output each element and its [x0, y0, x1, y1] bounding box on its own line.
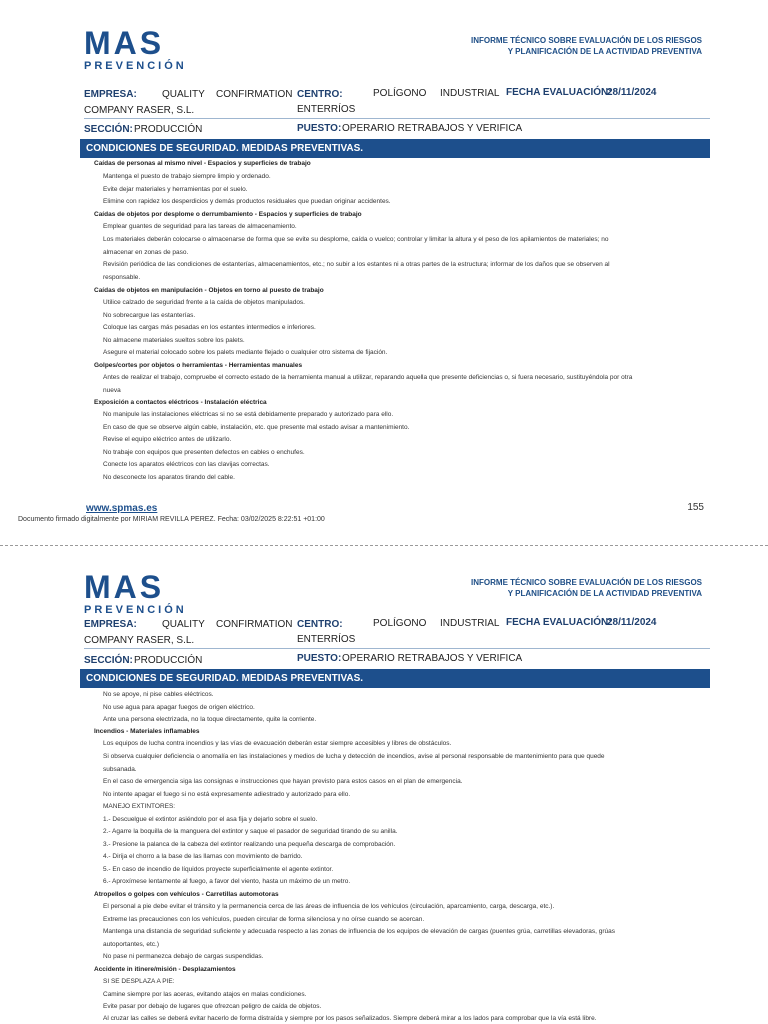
risk-heading: Accidente in itinere/misión - Desplazamientos	[94, 966, 236, 973]
measure-line: Al cruzar las calles se deberá evitar hacerlo de forma distraída y siempre por los pasos señalizados. Siempre deberá mirar a los lados para comprobar que la vía está libre.	[103, 1015, 597, 1022]
measure-line: 5.- En caso de incendio de líquidos proyecte superficialmente el agente extintor.	[103, 866, 334, 873]
measure-line: El personal a pie debe evitar el tránsito y la permanencia cerca de las áreas de influencia de los vehículos (circulación, aparcamiento, carga, descarga, etc.).	[103, 903, 555, 910]
fecha-label: FECHA EVALUACIÓN:	[506, 617, 612, 628]
empresa-value-1: QUALITY	[162, 89, 205, 100]
measure-line: Revisión periódica de las condiciones de estanterías, almacenamientos, etc.; no subir a los estantes ni a otras partes de la estructura; informar de los daños que se observen al	[103, 261, 610, 268]
report-title-line2: Y PLANIFICACIÓN DE LA ACTIVIDAD PREVENTIVA	[507, 47, 702, 56]
measure-line: MANEJO EXTINTORES:	[103, 803, 176, 810]
measure-line: Los equipos de lucha contra incendios y las vías de evacuación deberán estar siempre accesibles y libres de obstáculos.	[103, 740, 452, 747]
measure-line: No manipule las instalaciones eléctricas si no se está debidamente preparado y autorizado para ello.	[103, 411, 394, 418]
puesto-value: OPERARIO RETRABAJOS Y VERIFICA	[342, 653, 523, 664]
seccion-value: PRODUCCIÓN	[134, 124, 203, 135]
measure-line: Si observa cualquier deficiencia o anomalía en las instalaciones y medios de lucha y detección de incendios, avise al personal responsable de mantenimiento para que quede	[103, 753, 605, 760]
measure-line: 4.- Dirija el chorro a la base de las llamas con movimiento de barrido.	[103, 853, 303, 860]
measure-line: Elimine con rapidez los desperdicios y demás productos residuales que puedan originar accidentes.	[103, 198, 391, 205]
digital-signature-note: Documento firmado digitalmente por MIRIAM REVILLA PEREZ. Fecha: 03/02/2025 8:22:51 +01:00	[18, 516, 325, 523]
measure-line: Mantenga el puesto de trabajo siempre limpio y ordenado.	[103, 173, 271, 180]
measure-line: Camine siempre por las aceras, evitando atajos en malas condiciones.	[103, 991, 307, 998]
measure-line: Ante una persona electrizada, no la toque directamente, quite la corriente.	[103, 716, 317, 723]
measure-line: 3.- Presione la palanca de la cabeza del extintor realizando una pequeña descarga de comprobación.	[103, 841, 396, 848]
centro-value-2: INDUSTRIAL	[440, 88, 500, 99]
company-logo	[84, 569, 187, 616]
empresa-value-2: CONFIRMATION	[216, 89, 293, 100]
measure-line: Emplear guantes de seguridad para las tareas de almacenamiento.	[103, 223, 297, 230]
measure-line: Mantenga una distancia de seguridad suficiente y adecuada respecto a las zonas de influencia de los equipos de elevación de cargas (puentes grúa, carretillas elevadoras, grúas	[103, 928, 616, 935]
centro-label: CENTRO:	[297, 619, 343, 630]
risk-heading: Caídas de objetos en manipulación - Objetos en torno al puesto de trabajo	[94, 287, 324, 294]
report-title	[402, 35, 702, 57]
measure-line: No intente apagar el fuego si no está expresamente adiestrado y autorizado para ello.	[103, 791, 351, 798]
puesto-label: PUESTO:	[297, 123, 342, 134]
logo-mas-text: MAS	[84, 25, 165, 61]
measure-line: subsanada.	[103, 766, 137, 773]
measure-line: Coloque las cargas más pesadas en los estantes intermedios e inferiores.	[103, 324, 316, 331]
header-divider	[84, 648, 710, 649]
measure-line: No trabaje con equipos que presenten defectos en cables o enchufes.	[103, 449, 305, 456]
page-number: 155	[687, 502, 704, 513]
measure-line: Conecte los aparatos eléctricos con las clavijas correctas.	[103, 461, 270, 468]
centro-label: CENTRO:	[297, 89, 343, 100]
measure-line: autoportantes, etc.)	[103, 941, 160, 948]
website-link[interactable]: www.spmas.es	[86, 503, 158, 514]
measure-line: No pase ni permanezca debajo de cargas suspendidas.	[103, 953, 264, 960]
measure-line: SI SE DESPLAZA A PIE:	[103, 978, 175, 985]
empresa-value-2: CONFIRMATION	[216, 619, 293, 630]
measure-line: No desconecte los aparatos tirando del cable.	[103, 474, 235, 481]
measure-line: nueva	[103, 387, 121, 394]
measure-line: Utilice calzado de seguridad frente a la caída de objetos manipulados.	[103, 299, 305, 306]
centro-value-3: ENTERRÍOS	[297, 634, 356, 645]
logo-mas-text: MAS	[84, 569, 165, 605]
report-title-line1: INFORME TÉCNICO SOBRE EVALUACIÓN DE LOS RIESGOS	[471, 578, 702, 587]
measure-line: Revise el equipo eléctrico antes de utilizarlo.	[103, 436, 232, 443]
measure-line: No se apoye, ni pise cables eléctricos.	[103, 691, 214, 698]
centro-value-1: POLÍGONO	[373, 88, 427, 99]
seccion-label: SECCIÓN:	[84, 124, 133, 135]
fecha-value: 28/11/2024	[607, 617, 657, 628]
measure-line: No sobrecargue las estanterías.	[103, 312, 196, 319]
empresa-value-3: COMPANY RASER, S.L.	[84, 635, 195, 646]
puesto-label: PUESTO:	[297, 653, 342, 664]
company-logo	[84, 25, 187, 72]
measure-line: 6.- Aproxímese lentamente al fuego, a favor del viento, hasta un máximo de un metro.	[103, 878, 351, 885]
measure-line: No use agua para apagar fuegos de origen eléctrico.	[103, 704, 255, 711]
centro-value-2: INDUSTRIAL	[440, 618, 500, 629]
measure-line: Extreme las precauciones con los vehículos, pueden circular de forma silenciosa y no oírse cuando se acercan.	[103, 916, 425, 923]
seccion-label: SECCIÓN:	[84, 655, 133, 666]
document-page-2	[0, 552, 768, 1024]
measure-line: responsable.	[103, 274, 141, 281]
risk-heading: Incendios - Materiales inflamables	[94, 728, 200, 735]
logo-sub-text: PREVENCIÓN	[84, 60, 187, 72]
section-banner: CONDICIONES DE SEGURIDAD. MEDIDAS PREVENTIVAS.	[80, 669, 710, 688]
fecha-value: 28/11/2024	[607, 87, 657, 98]
empresa-label: EMPRESA:	[84, 89, 137, 100]
measure-line: Evite dejar materiales y herramientas por el suelo.	[103, 186, 248, 193]
measure-line: 1.- Descuelgue el extintor asiéndolo por el asa fija y dejarlo sobre el suelo.	[103, 816, 318, 823]
puesto-value: OPERARIO RETRABAJOS Y VERIFICA	[342, 123, 523, 134]
measure-line: 2.- Agarre la boquilla de la manguera del extintor y saque el pasador de seguridad tirando de su anilla.	[103, 828, 398, 835]
empresa-label: EMPRESA:	[84, 619, 137, 630]
measure-line: Asegure el material colocado sobre los palets mediante flejado o cualquier otro sistema de fijación.	[103, 349, 388, 356]
section-banner: CONDICIONES DE SEGURIDAD. MEDIDAS PREVENTIVAS.	[80, 139, 710, 158]
risk-heading: Caídas de objetos por desplome o derrumbamiento - Espacios y superficies de trabajo	[94, 211, 362, 218]
measure-line: En caso de que se observe algún cable, instalación, etc. que presente mal estado avisar a mantenimiento.	[103, 424, 410, 431]
report-title-line1: INFORME TÉCNICO SOBRE EVALUACIÓN DE LOS RIESGOS	[471, 36, 702, 45]
risk-heading: Exposición a contactos eléctricos - Instalación eléctrica	[94, 399, 267, 406]
measure-line: Antes de realizar el trabajo, compruebe el correcto estado de la herramienta manual a utilizar, reparando aquella que presente deficiencias o, si fuera necesario, sustituyéndola por otra	[103, 374, 633, 381]
measure-line: En el caso de emergencia siga las consignas e instrucciones que hayan previsto para estos casos en el plan de emergencia.	[103, 778, 463, 785]
measure-line: No almacene materiales sueltos sobre los palets.	[103, 337, 245, 344]
fecha-label: FECHA EVALUACIÓN:	[506, 87, 612, 98]
centro-value-1: POLÍGONO	[373, 618, 427, 629]
empresa-value-1: QUALITY	[162, 619, 205, 630]
report-title-line2: Y PLANIFICACIÓN DE LA ACTIVIDAD PREVENTIVA	[507, 589, 702, 598]
seccion-value: PRODUCCIÓN	[134, 655, 203, 666]
report-title	[402, 577, 702, 599]
empresa-value-3: COMPANY RASER, S.L.	[84, 105, 195, 116]
header-divider	[84, 118, 710, 119]
page-separator	[0, 545, 768, 546]
risk-heading: Caídas de personas al mismo nivel - Espacios y superficies de trabajo	[94, 160, 311, 167]
measure-line: Los materiales deberán colocarse o almacenarse de forma que se evite su desplome, caída o vuelco; controlar y limitar la altura y el peso de los apilamientos de materiales; no	[103, 236, 609, 243]
measure-line: almacenar en zonas de paso.	[103, 249, 189, 256]
logo-sub-text: PREVENCIÓN	[84, 604, 187, 616]
risk-heading: Atropellos o golpes con vehículos - Carretillas automotoras	[94, 891, 279, 898]
centro-value-3: ENTERRÍOS	[297, 104, 356, 115]
risk-heading: Golpes/cortes por objetos o herramientas - Herramientas manuales	[94, 362, 303, 369]
measure-line: Evite pasar por debajo de lugares que ofrezcan peligro de caída de objetos.	[103, 1003, 322, 1010]
